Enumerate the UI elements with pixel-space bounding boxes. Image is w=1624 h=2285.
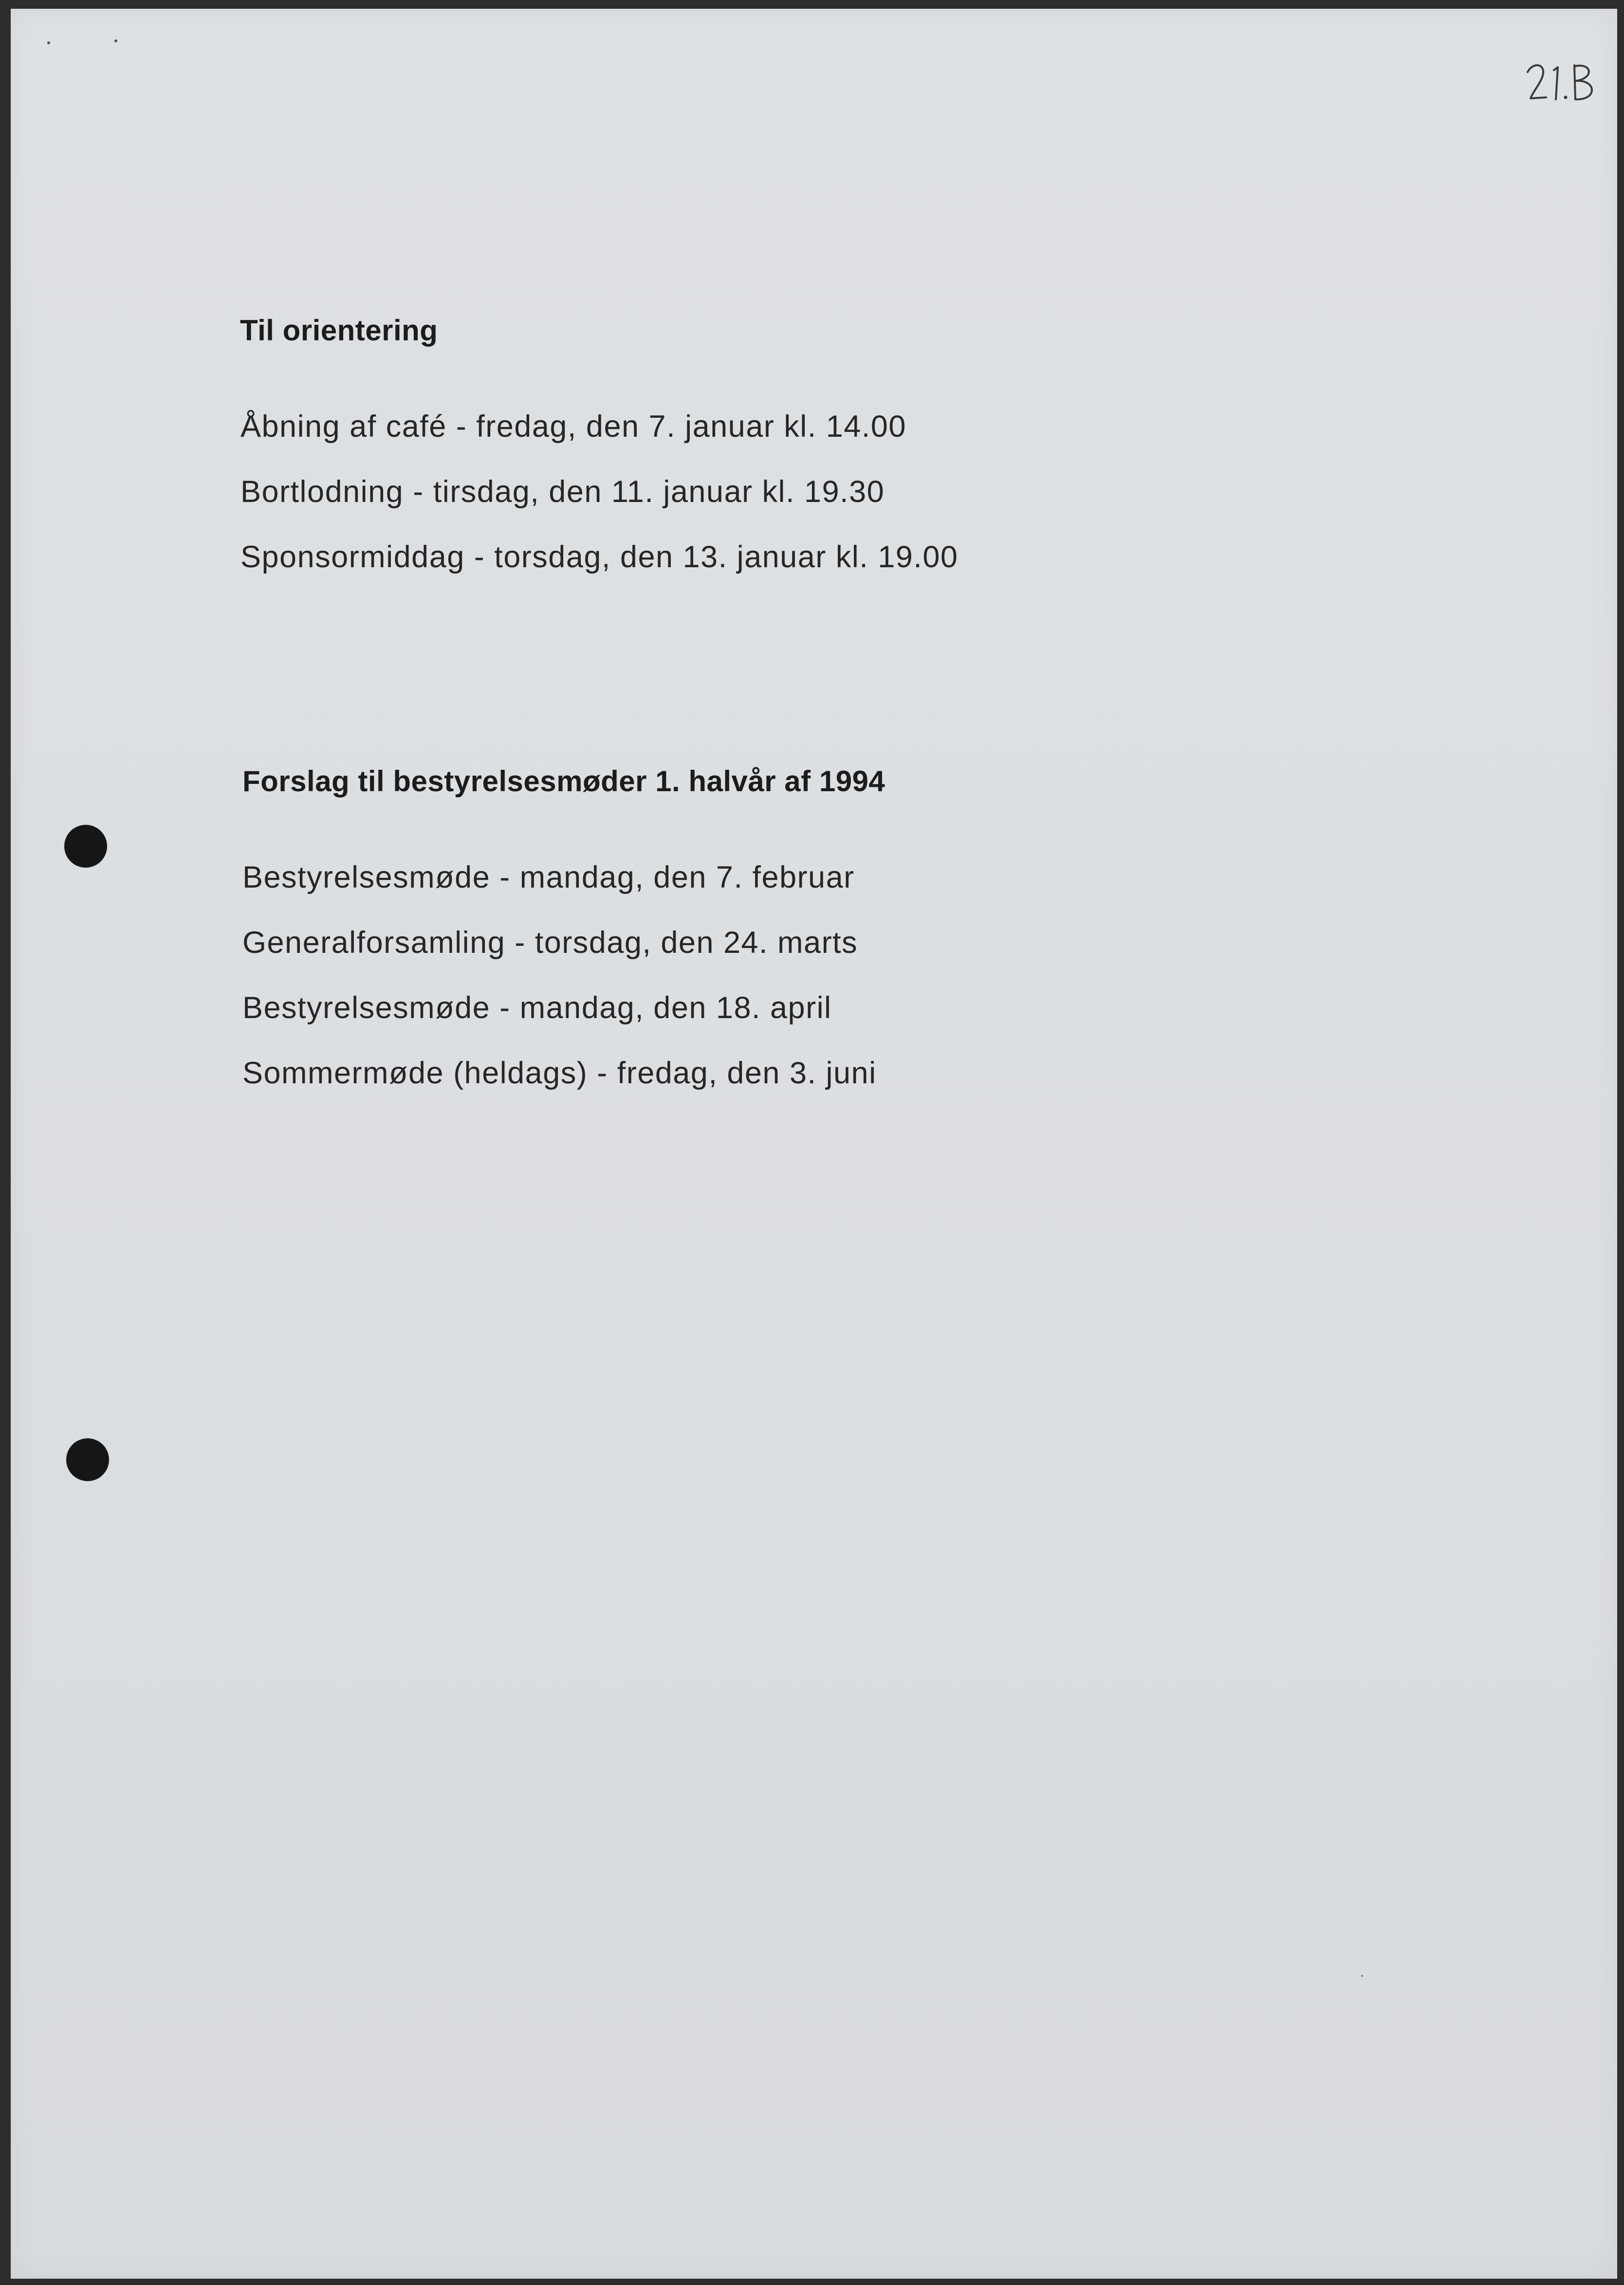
meeting-item-board-february: Bestyrelsesmøde - mandag, den 7. februar — [242, 860, 855, 894]
punch-hole-lower — [66, 1438, 109, 1481]
info-item-sponsor-dinner: Sponsormiddag - torsdag, den 13. januar kl. 19.00 — [240, 540, 959, 574]
meeting-item-summer-meeting: Sommermøde (heldags) - fredag, den 3. juni — [242, 1056, 877, 1090]
section-title-board-meetings: Forslag til bestyrelsesmøder 1. halvår af 1994 — [242, 765, 886, 798]
info-item-cafe-opening: Åbning af café - fredag, den 7. januar kl. 14.00 — [240, 409, 906, 444]
meeting-item-general-assembly: Generalforsamling - torsdag, den 24. marts — [242, 926, 858, 960]
meeting-item-board-april: Bestyrelsesmøde - mandag, den 18. april — [242, 991, 832, 1025]
document-page — [11, 9, 1617, 2279]
punch-hole-upper — [64, 825, 107, 868]
scan-specks — [11, 9, 1617, 2279]
info-item-raffle: Bortlodning - tirsdag, den 11. januar kl. 19.30 — [240, 475, 885, 509]
section-title-orientation: Til orientering — [240, 314, 438, 347]
